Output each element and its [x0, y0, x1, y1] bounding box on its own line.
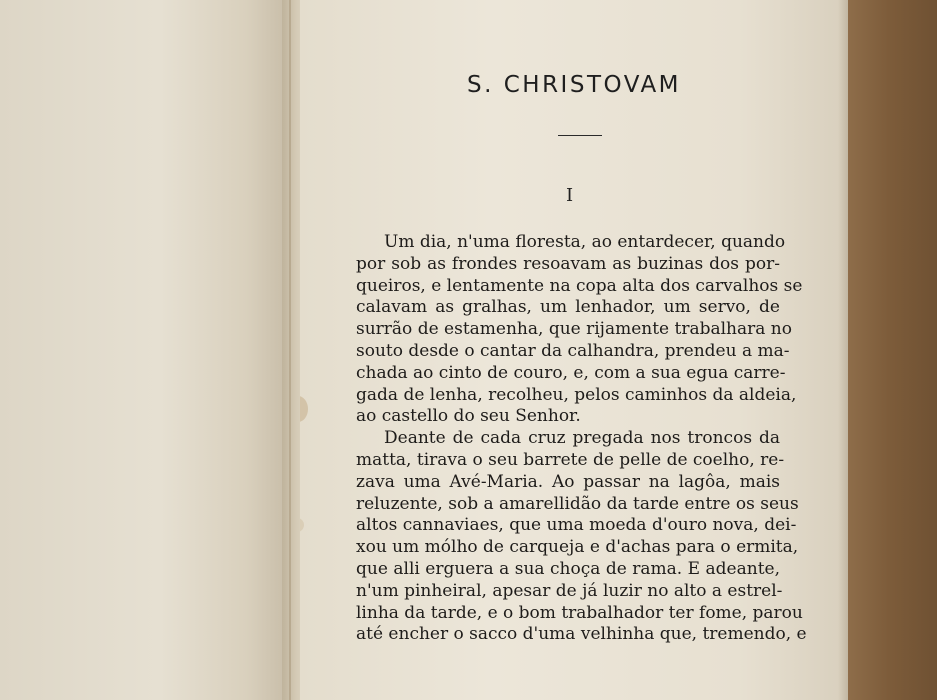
text-line: por sob as frondes resoavam as buzinas dos por-: [356, 253, 780, 274]
text-line: xou um mólho de carqueja e d'achas para o ermita,: [356, 537, 799, 558]
text-line: reluzente, sob a amarellidão da tarde entre os seus: [356, 493, 799, 514]
title-rule: [558, 135, 602, 136]
gutter-fold-line: [289, 0, 291, 700]
text-line: n'um pinheiral, apesar de já luzir no alto a estrel-: [356, 580, 783, 601]
text-line: gada de lenha, recolheu, pelos caminhos da aldeia,: [356, 384, 797, 405]
text-line: Deante de cada cruz pregada nos troncos da: [384, 428, 780, 449]
text-line: linha da tarde, e o bom trabalhador ter fome, parou: [356, 602, 803, 623]
text-line: queiros, e lentamente na copa alta dos carvalhos se: [356, 275, 803, 296]
text-line: que alli erguera a sua choça de rama. E adeante,: [356, 558, 780, 579]
left-page: [0, 0, 290, 700]
text-line: calavam as gralhas, um lenhador, um servo, de: [356, 297, 780, 318]
text-line: surrão de estamenha, que rijamente trabalhara no: [356, 319, 792, 340]
text-line: matta, tirava o seu barrete de pelle de coelho, re-: [356, 449, 785, 470]
right-page: [300, 0, 848, 700]
body-text: [356, 232, 807, 646]
page-stain: [300, 396, 308, 422]
text-line: até encher o sacco d'uma velhinha que, tremendo, e: [356, 624, 807, 645]
text-line: zava uma Avé-Maria. Ao passar na lagôa, mais: [356, 471, 780, 492]
text-line: chada ao cinto de couro, e, com a sua egua carre-: [356, 362, 786, 383]
text-line: souto desde o cantar da calhandra, prendeu a ma-: [356, 340, 790, 361]
page-edge-shadow: [838, 0, 848, 700]
chapter-title: S. CHRISTOVAM: [467, 72, 682, 98]
chapter-numeral: I: [566, 185, 574, 206]
text-line: Um dia, n'uma floresta, ao entardecer, quando: [384, 232, 786, 252]
page-stain: [300, 518, 304, 532]
text-line: altos cannaviaes, que uma moeda d'ouro nova, dei-: [356, 515, 797, 536]
text-line: ao castello do seu Senhor.: [356, 406, 581, 427]
